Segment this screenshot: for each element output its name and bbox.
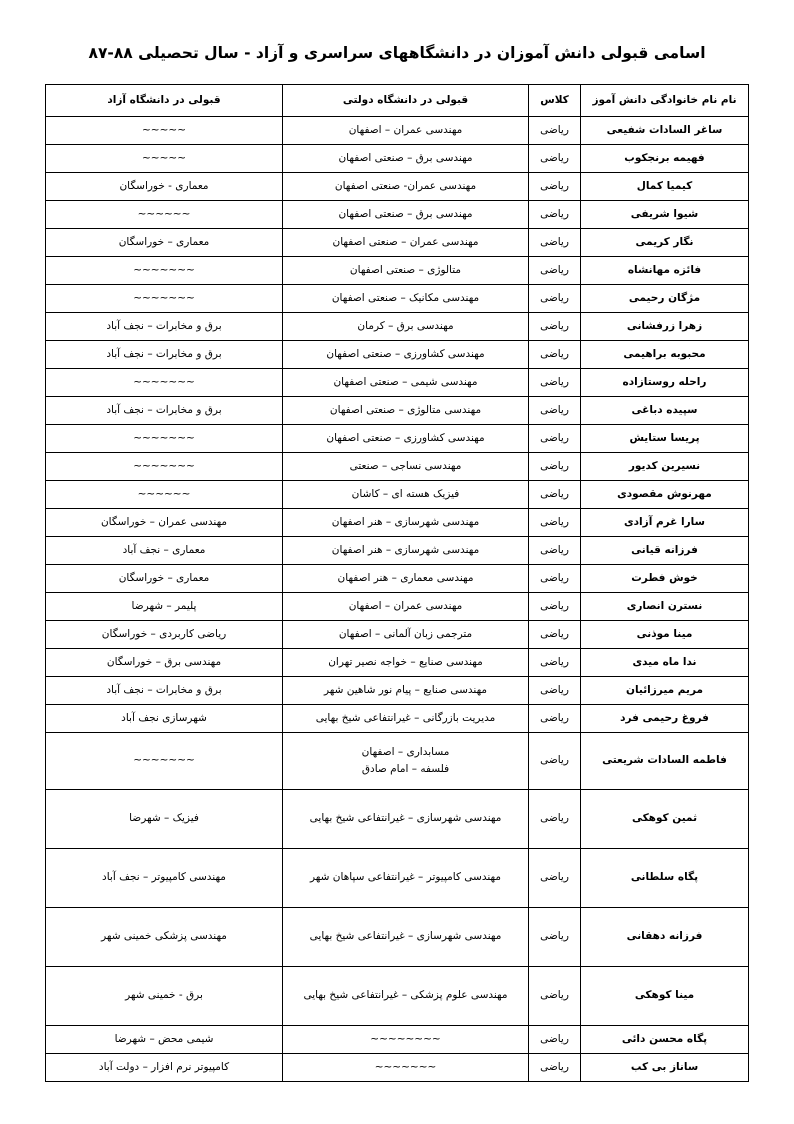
- cell-azad-university: شهرسازی نجف آباد: [46, 705, 283, 733]
- table-row: [46, 201, 749, 229]
- table-row: [46, 145, 749, 173]
- cell-azad-university: برق و مخابرات – نجف آباد: [46, 313, 283, 341]
- cell-state-university: مهندسی برق – صنعتی اصفهان: [283, 145, 529, 173]
- column-header-state-university: قبولی در دانشگاه دولتی: [283, 85, 529, 117]
- cell-student-name: فرزانه دهقانی: [581, 908, 749, 967]
- cell-student-name: فائزه مهانشاه: [581, 257, 749, 285]
- cell-student-name: مینا کوهکی: [581, 967, 749, 1026]
- cell-state-university: مهندسی معماری – هنر اصفهان: [283, 565, 529, 593]
- cell-class: ریاضی: [529, 733, 581, 790]
- cell-state-university: مهندسی شهرسازی – هنر اصفهان: [283, 509, 529, 537]
- cell-student-name: فروغ رحیمی فرد: [581, 705, 749, 733]
- cell-azad-university: معماری – خوراسگان: [46, 229, 283, 257]
- cell-azad-university: مهندسی کامپیوتر – نجف آباد: [46, 849, 283, 908]
- cell-azad-university: ~~~~~~~: [46, 285, 283, 313]
- cell-class: ریاضی: [529, 369, 581, 397]
- cell-class: ریاضی: [529, 537, 581, 565]
- table-row: [46, 453, 749, 481]
- table-row: [46, 117, 749, 145]
- cell-class: ریاضی: [529, 453, 581, 481]
- cell-azad-university: برق و مخابرات – نجف آباد: [46, 341, 283, 369]
- cell-state-university: مهندسی صنایع – پیام نور شاهین شهر: [283, 677, 529, 705]
- table-row: [46, 481, 749, 509]
- cell-class: ریاضی: [529, 1026, 581, 1054]
- cell-student-name: راحله روستازاده: [581, 369, 749, 397]
- cell-student-name: پگاه محسن دائی: [581, 1026, 749, 1054]
- table-row: [46, 908, 749, 967]
- cell-state-university: مهندسی عمران- صنعتی اصفهان: [283, 173, 529, 201]
- cell-state-university: ~~~~~~~: [283, 1054, 529, 1082]
- column-header-class: کلاس: [529, 85, 581, 117]
- cell-class: ریاضی: [529, 481, 581, 509]
- cell-student-name: ندا ماه میدی: [581, 649, 749, 677]
- cell-azad-university: مهندسی برق – خوراسگان: [46, 649, 283, 677]
- cell-student-name: نسترن انصاری: [581, 593, 749, 621]
- cell-class: ریاضی: [529, 341, 581, 369]
- table-header: [46, 85, 749, 117]
- cell-class: ریاضی: [529, 201, 581, 229]
- table-row: [46, 257, 749, 285]
- cell-azad-university: شیمی محض – شهرضا: [46, 1026, 283, 1054]
- table-row: [46, 705, 749, 733]
- cell-class: ریاضی: [529, 565, 581, 593]
- cell-state-university: مهندسی عمران – صنعتی اصفهان: [283, 229, 529, 257]
- table-row: [46, 341, 749, 369]
- cell-student-name: کیمیا کمال: [581, 173, 749, 201]
- cell-azad-university: ~~~~~~: [46, 481, 283, 509]
- cell-class: ریاضی: [529, 229, 581, 257]
- cell-student-name: محبوبه براهیمی: [581, 341, 749, 369]
- cell-class: ریاضی: [529, 145, 581, 173]
- cell-student-name: پریسا ستایش: [581, 425, 749, 453]
- table-row: [46, 173, 749, 201]
- cell-azad-university: معماری – نجف آباد: [46, 537, 283, 565]
- cell-state-university: فیزیک هسته ای – کاشان: [283, 481, 529, 509]
- table-row: [46, 733, 749, 790]
- cell-azad-university: کامپیوتر نرم افزار – دولت آباد: [46, 1054, 283, 1082]
- table-header-row: [46, 85, 749, 117]
- cell-student-name: مینا موذنی: [581, 621, 749, 649]
- cell-state-university: مهندسی صنایع – خواجه نصیر تهران: [283, 649, 529, 677]
- cell-class: ریاضی: [529, 173, 581, 201]
- table-row: [46, 425, 749, 453]
- cell-state-university: مهندسی کشاورزی – صنعتی اصفهان: [283, 341, 529, 369]
- cell-azad-university: مهندسی پزشکی خمینی شهر: [46, 908, 283, 967]
- cell-student-name: فهیمه برنجکوب: [581, 145, 749, 173]
- page-title: اسامی قبولی دانش آموزان در دانشگاههای سراسری و آزاد - سال تحصیلی ۸۸-۸۷: [88, 44, 706, 62]
- table-row: [46, 621, 749, 649]
- cell-state-university: [283, 733, 529, 790]
- table-row: [46, 790, 749, 849]
- cell-state-university: مهندسی متالوژی – صنعتی اصفهان: [283, 397, 529, 425]
- cell-azad-university: مهندسی عمران – خوراسگان: [46, 509, 283, 537]
- cell-azad-university: ~~~~~~~: [46, 369, 283, 397]
- cell-azad-university: معماری - خوراسگان: [46, 173, 283, 201]
- cell-state-university: مهندسی شهرسازی – هنر اصفهان: [283, 537, 529, 565]
- cell-class: ریاضی: [529, 257, 581, 285]
- cell-azad-university: برق و مخابرات – نجف آباد: [46, 677, 283, 705]
- cell-state-university: مهندسی مکانیک – صنعتی اصفهان: [283, 285, 529, 313]
- cell-state-university: مترجمی زبان آلمانی – اصفهان: [283, 621, 529, 649]
- cell-azad-university: فیزیک – شهرضا: [46, 790, 283, 849]
- cell-azad-university: برق - خمینی شهر: [46, 967, 283, 1026]
- cell-student-name: فرزانه قیانی: [581, 537, 749, 565]
- cell-class: ریاضی: [529, 117, 581, 145]
- cell-azad-university: ~~~~~~~: [46, 453, 283, 481]
- cell-class: ریاضی: [529, 313, 581, 341]
- cell-student-name: نسیرین کدیور: [581, 453, 749, 481]
- cell-state-university: مهندسی عمران – اصفهان: [283, 593, 529, 621]
- table-row: [46, 1054, 749, 1082]
- cell-student-name: زهرا زرفشانی: [581, 313, 749, 341]
- cell-state-university: مهندسی شیمی – صنعتی اصفهان: [283, 369, 529, 397]
- cell-student-name: نگار کریمی: [581, 229, 749, 257]
- cell-student-name: ساغر السادات شفیعی: [581, 117, 749, 145]
- cell-azad-university: ریاضی کاربردی – خوراسگان: [46, 621, 283, 649]
- cell-class: ریاضی: [529, 593, 581, 621]
- cell-azad-university: ~~~~~: [46, 117, 283, 145]
- cell-class: ریاضی: [529, 790, 581, 849]
- cell-student-name: مریم میرزائیان: [581, 677, 749, 705]
- cell-student-name: فاطمه السادات شریعتی: [581, 733, 749, 790]
- cell-state-university-line: مسابداری – اصفهان: [361, 745, 450, 758]
- cell-class: ریاضی: [529, 705, 581, 733]
- table-row: [46, 313, 749, 341]
- cell-state-university: مهندسی برق – کرمان: [283, 313, 529, 341]
- table-row: [46, 849, 749, 908]
- cell-class: ریاضی: [529, 677, 581, 705]
- cell-class: ریاضی: [529, 908, 581, 967]
- cell-state-university: مهندسی شهرسازی – غیرانتفاعی شیخ بهایی: [283, 790, 529, 849]
- cell-azad-university: معماری – خوراسگان: [46, 565, 283, 593]
- cell-class: ریاضی: [529, 509, 581, 537]
- cell-state-university: مهندسی عمران – اصفهان: [283, 117, 529, 145]
- cell-student-name: ساناز بی کب: [581, 1054, 749, 1082]
- table-row: [46, 229, 749, 257]
- table-row: [46, 677, 749, 705]
- cell-state-university: مهندسی نساجی – صنعتی: [283, 453, 529, 481]
- table-row: [46, 1026, 749, 1054]
- table-row: [46, 649, 749, 677]
- cell-class: ریاضی: [529, 1054, 581, 1082]
- table-row: [46, 509, 749, 537]
- cell-state-university: متالوژی – صنعتی اصفهان: [283, 257, 529, 285]
- admissions-table: [45, 84, 749, 1082]
- cell-student-name: سارا غرم آزادی: [581, 509, 749, 537]
- cell-class: ریاضی: [529, 849, 581, 908]
- cell-student-name: خوش فطرت: [581, 565, 749, 593]
- cell-state-university: مهندسی کشاورزی – صنعتی اصفهان: [283, 425, 529, 453]
- cell-azad-university: ~~~~~: [46, 145, 283, 173]
- cell-azad-university: ~~~~~~: [46, 201, 283, 229]
- cell-state-university: ~~~~~~~~: [283, 1026, 529, 1054]
- cell-class: ریاضی: [529, 649, 581, 677]
- cell-state-university: مدیریت بازرگانی – غیرانتفاعی شیخ بهایی: [283, 705, 529, 733]
- cell-azad-university: پلیمر – شهرضا: [46, 593, 283, 621]
- table-row: [46, 397, 749, 425]
- column-header-name: نام نام خانوادگی دانش آموز: [581, 85, 749, 117]
- cell-class: ریاضی: [529, 285, 581, 313]
- cell-student-name: شیوا شریفی: [581, 201, 749, 229]
- cell-student-name: پگاه سلطانی: [581, 849, 749, 908]
- cell-azad-university: برق و مخابرات – نجف آباد: [46, 397, 283, 425]
- cell-class: ریاضی: [529, 967, 581, 1026]
- cell-student-name: سپیده دباغی: [581, 397, 749, 425]
- table-row: [46, 285, 749, 313]
- cell-azad-university: ~~~~~~~: [46, 733, 283, 790]
- cell-state-university: مهندسی کامپیوتر – غیرانتفاعی سپاهان شهر: [283, 849, 529, 908]
- table-row: [46, 593, 749, 621]
- cell-state-university: مهندسی برق – صنعتی اصفهان: [283, 201, 529, 229]
- table-body: [46, 117, 749, 1082]
- cell-student-name: مژگان رحیمی: [581, 285, 749, 313]
- table-row: [46, 369, 749, 397]
- cell-azad-university: ~~~~~~~: [46, 257, 283, 285]
- column-header-azad-university: قبولی در دانشگاه آزاد: [46, 85, 283, 117]
- table-row: [46, 967, 749, 1026]
- cell-state-university: مهندسی علوم پزشکی – غیرانتفاعی شیخ بهایی: [283, 967, 529, 1026]
- table-row: [46, 565, 749, 593]
- cell-class: ریاضی: [529, 425, 581, 453]
- cell-class: ریاضی: [529, 621, 581, 649]
- cell-student-name: ثمین کوهکی: [581, 790, 749, 849]
- cell-class: ریاضی: [529, 397, 581, 425]
- table-row: [46, 537, 749, 565]
- cell-student-name: مهرنوش مقصودی: [581, 481, 749, 509]
- cell-state-university-line: فلسفه – امام صادق: [361, 763, 450, 775]
- cell-azad-university: ~~~~~~~: [46, 425, 283, 453]
- cell-state-university: مهندسی شهرسازی – غیرانتفاعی شیخ بهایی: [283, 908, 529, 967]
